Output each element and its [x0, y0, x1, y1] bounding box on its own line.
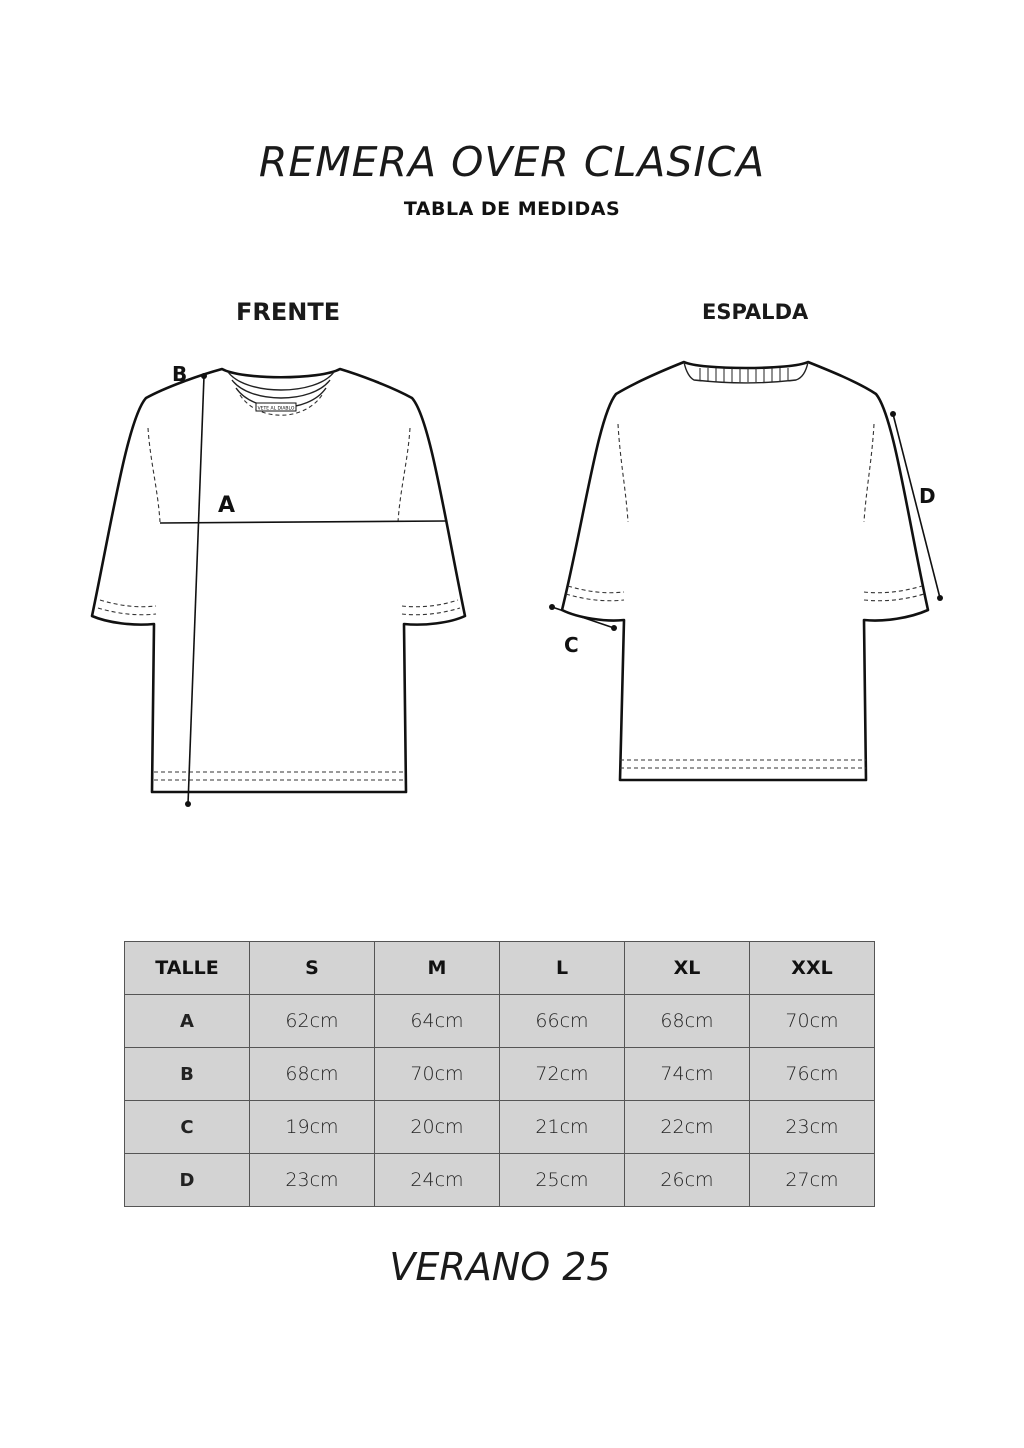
- table-cell: 25cm: [500, 1154, 625, 1207]
- table-cell: 70cm: [375, 1048, 500, 1101]
- measure-d-label: D: [919, 484, 936, 508]
- table-cell: 27cm: [750, 1154, 875, 1207]
- back-tshirt-illustration: [549, 362, 943, 780]
- table-cell: 23cm: [750, 1101, 875, 1154]
- table-header-cell: L: [500, 942, 625, 995]
- row-label: C: [125, 1101, 250, 1154]
- table-cell: 20cm: [375, 1101, 500, 1154]
- table-row: [125, 1154, 875, 1207]
- table-cell: 19cm: [250, 1101, 375, 1154]
- row-label: A: [125, 995, 250, 1048]
- table-header-cell: XXL: [750, 942, 875, 995]
- table-header-cell: S: [250, 942, 375, 995]
- back-view-label: ESPALDA: [702, 300, 809, 324]
- table-cell: 72cm: [500, 1048, 625, 1101]
- table-cell: 62cm: [250, 995, 375, 1048]
- table-cell: 23cm: [250, 1154, 375, 1207]
- season-footer: VERANO 25: [389, 1245, 611, 1289]
- measure-a-label: A: [218, 493, 236, 518]
- table-row: [125, 1101, 875, 1154]
- row-label: B: [125, 1048, 250, 1101]
- table-cell: 70cm: [750, 995, 875, 1048]
- table-header-cell: TALLE: [125, 942, 250, 995]
- neck-label-text: VETE AL DIABLO: [257, 406, 295, 412]
- table-cell: 26cm: [625, 1154, 750, 1207]
- table-cell: 66cm: [500, 995, 625, 1048]
- table-row: [125, 1048, 875, 1101]
- table-cell: 68cm: [625, 995, 750, 1048]
- front-view-label: FRENTE: [236, 298, 341, 326]
- tshirt-drawings: [0, 340, 1024, 840]
- front-tshirt-illustration: [92, 369, 465, 807]
- table-cell: 74cm: [625, 1048, 750, 1101]
- table-cell: 21cm: [500, 1101, 625, 1154]
- table-cell: 76cm: [750, 1048, 875, 1101]
- page-title: REMERA OVER CLASICA: [258, 138, 766, 186]
- table-cell: 64cm: [375, 995, 500, 1048]
- table-cell: 68cm: [250, 1048, 375, 1101]
- table-cell: 24cm: [375, 1154, 500, 1207]
- table-header-cell: XL: [625, 942, 750, 995]
- measure-c-label: C: [564, 633, 579, 657]
- table-cell: 22cm: [625, 1101, 750, 1154]
- measure-b-label: B: [172, 362, 188, 386]
- row-label: D: [125, 1154, 250, 1207]
- page-subtitle: TABLA DE MEDIDAS: [403, 198, 621, 220]
- size-chart-table: [124, 941, 875, 1207]
- table-row: [125, 995, 875, 1048]
- table-header-row: [125, 942, 875, 995]
- table-header-cell: M: [375, 942, 500, 995]
